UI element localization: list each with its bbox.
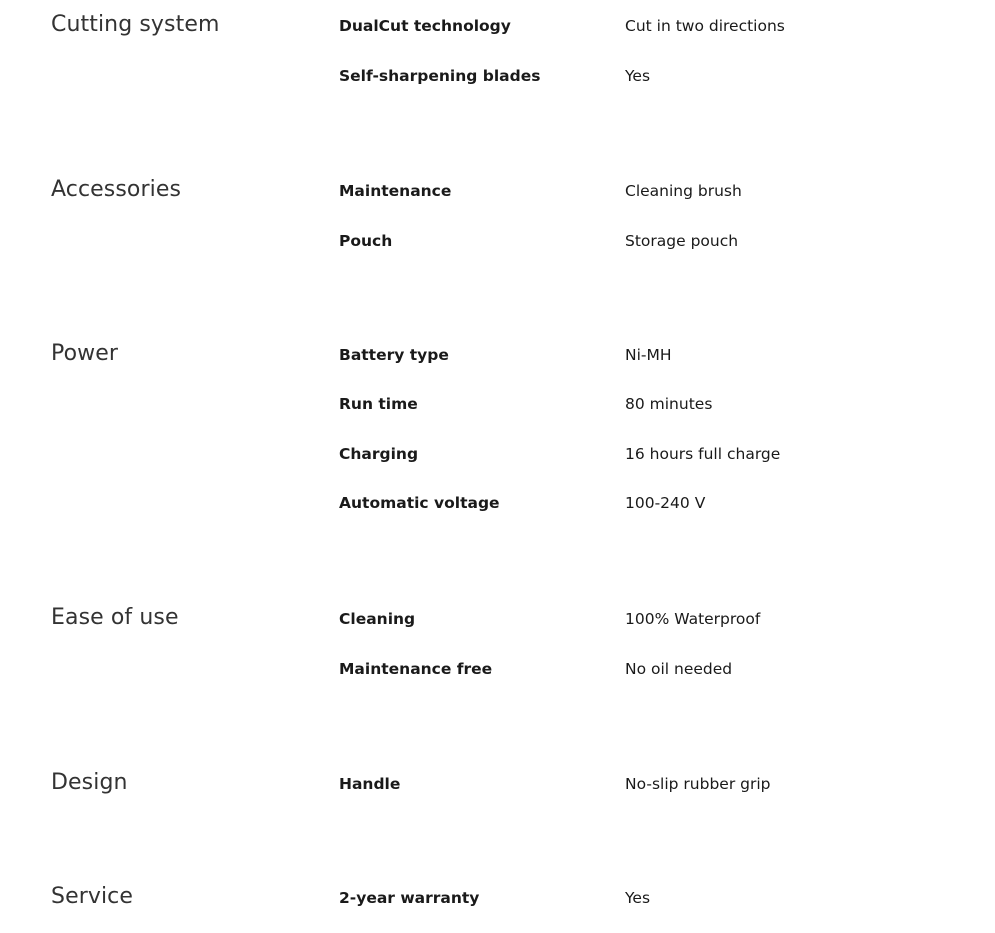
spec-label: Automatic voltage [339,494,500,512]
spec-value: No oil needed [625,660,733,678]
spec-label: 2-year warranty [339,889,480,907]
spec-value: Cleaning brush [625,182,742,200]
spec-row [0,67,995,97]
spec-label: Maintenance [339,182,452,200]
spec-value: No-slip rubber grip [625,775,771,793]
spec-value: Storage pouch [625,232,739,250]
section-title: Accessories [51,177,182,202]
spec-row [0,395,995,425]
spec-label: Pouch [339,232,393,250]
spec-label: Battery type [339,346,449,364]
spec-row [0,232,995,262]
spec-value: Ni-MH [625,346,672,364]
spec-label: DualCut technology [339,17,511,35]
spec-row [0,445,995,475]
spec-label: Charging [339,445,419,463]
spec-value: 16 hours full charge [625,445,781,463]
spec-value: 100-240 V [625,494,706,512]
spec-value: Cut in two directions [625,17,785,35]
spec-row [0,660,995,690]
spec-label: Self-sharpening blades [339,67,541,85]
spec-row [0,494,995,524]
section-title: Ease of use [51,605,179,630]
spec-label: Run time [339,395,418,413]
spec-value: Yes [625,889,651,907]
spec-label: Maintenance free [339,660,493,678]
section-title: Design [51,770,128,795]
spec-label: Cleaning [339,610,416,628]
spec-label: Handle [339,775,401,793]
section-title: Service [51,884,134,909]
section-title: Cutting system [51,12,220,37]
section-title: Power [51,341,119,366]
spec-value: 100% Waterproof [625,610,761,628]
spec-value: 80 minutes [625,395,713,413]
spec-value: Yes [625,67,651,85]
